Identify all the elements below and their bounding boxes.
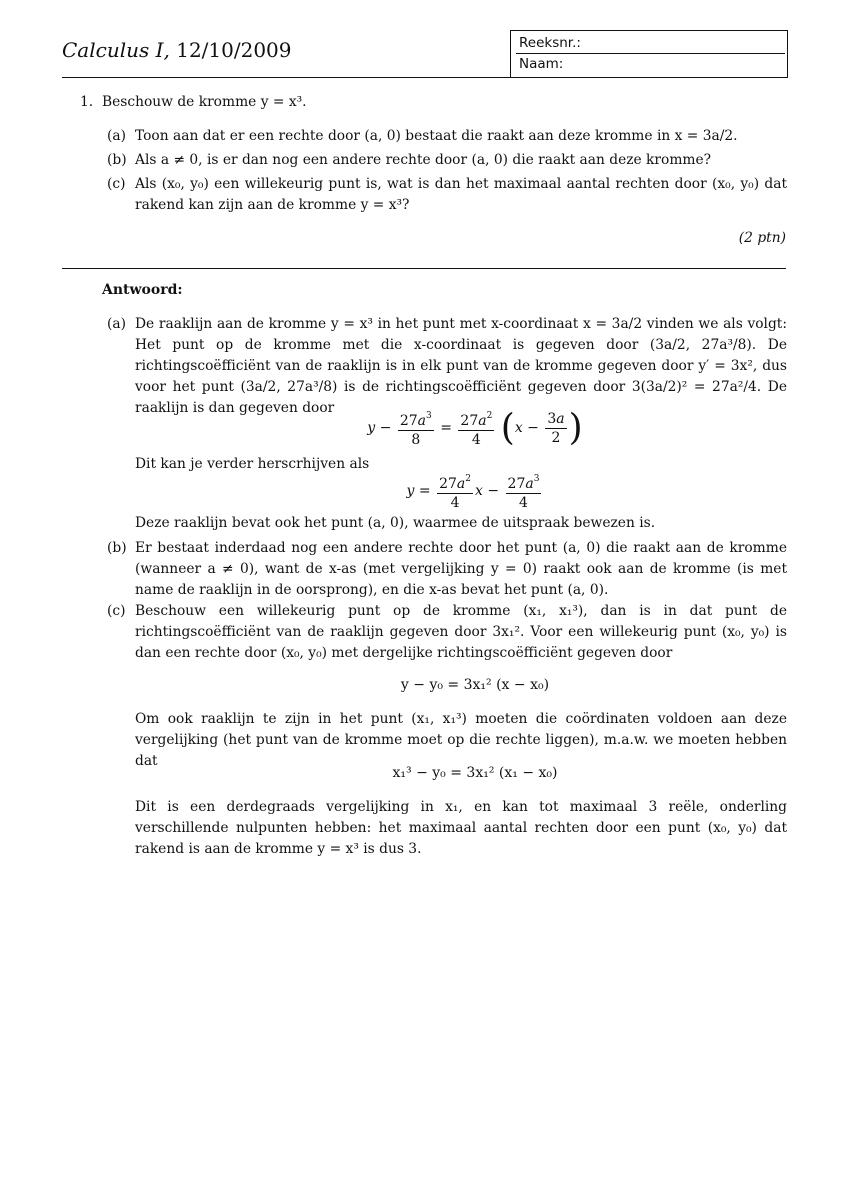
tangent-equation: y − $\frac{27a^3}{8}$ = $\frac{27a^2}{4}$ (x − $\frac{3a}{2}$ ) (367, 407, 583, 449)
part-label: (b) (107, 152, 127, 168)
question-intro (80, 92, 307, 113)
name-field: Naam: (519, 56, 564, 72)
part-text: Als (x₀, y₀) een willekeurig punt is, wat is dan het maximaal aantal rechten door (x₀, y₀) dat rakend kan zijn aan de kromme y = x³? (135, 176, 787, 213)
info-divider (516, 53, 785, 54)
answer-heading: Antwoord: (102, 282, 183, 298)
cubic-equation: x₁³ − y₀ = 3x₁² (x₁ − x₀) (392, 765, 558, 781)
line-equation: y − y₀ = 3x₁² (x − x₀) (400, 677, 550, 693)
points-label: (2 ptn) (738, 230, 786, 246)
question-number: 1. (80, 94, 94, 110)
header-rule (62, 77, 786, 78)
answer-paragraph: Dit is een derdegraads vergelijking in x₁, en kan tot maximaal 3 reële, onderling verschillende nulpunten hebben: het maximaal aantal rechten door een punt (x₀, y₀) dat rakend is aan de kromme y = x³ is dus 3. (135, 799, 787, 857)
series-number-field: Reeksnr.: (519, 35, 581, 51)
exam-date: 12/10/2009 (169, 38, 292, 62)
answer-paragraph: Dit kan je verder herscrhijven als (135, 456, 370, 472)
part-label: (c) (107, 176, 126, 192)
answer-paragraph: Er bestaat inderdaad nog een andere rechte door het punt (a, 0) die raakt aan de kromme (wanneer a ≠ 0), want de x-as (met vergelijking y = 0) raakt ook aan de kromme (is met name de raaklijn in de oorsprong), en die x-as bevat het punt (a, 0). (135, 540, 787, 598)
answer-paragraph: Beschouw een willekeurig punt op de kromme (x₁, x₁³), dan is in dat punt de richtingscoëfficiënt van de raaklijn gegeven door 3x₁². Voor een willekeurig punt (x₀, y₀) is dan een rechte door (x₀, y₀) met dergelijke richtingscoëfficiënt gegeven door (135, 603, 787, 661)
answer-paragraph: Om ook raaklijn te zijn in het punt (x₁, x₁³) moeten die coördinaten voldoen aan deze vergelijking (het punt van de kromme moet op die rechte liggen), m.a.w. we moeten hebben dat (135, 711, 787, 769)
part-label: (a) (107, 128, 126, 144)
answer-paragraph: Deze raaklijn bevat ook het punt (a, 0), waarmee de uitspraak bewezen is. (135, 515, 656, 531)
part-text: Toon aan dat er een rechte door (a, 0) bestaat die raakt aan deze kromme in x = 3a/2. (135, 128, 738, 144)
part-text: Als a ≠ 0, is er dan nog een andere rechte door (a, 0) die raakt aan deze kromme? (135, 152, 712, 168)
student-info-box (510, 30, 788, 78)
question-intro-text: Beschouw de kromme y = x³. (101, 94, 307, 110)
course-name: Calculus I, (62, 38, 170, 62)
part-label: (a) (107, 316, 126, 332)
section-divider (62, 268, 786, 269)
part-label: (b) (107, 540, 127, 556)
exam-title (62, 38, 292, 62)
part-label: (c) (107, 603, 126, 619)
answer-paragraph: De raaklijn aan de kromme y = x³ in het punt met x-coordinaat x = 3a/2 vinden we als volgt: Het punt op de kromme met die x-coordinaat is gegeven door (3a/2, 27a³/8). De richtingscoëfficiënt van de raaklijn is in elk punt van de kromme gegeven door y′ = 3x², dus voor het punt (3a/2, 27a³/8) is de richtingscoëfficiënt gegeven door 3(3a/2)² = 27a²/4. De raaklijn is dan gegeven door (135, 316, 787, 416)
tangent-equation-rewritten: y = $\frac{27a^2}{4}$ x − $\frac{27a^3}{4}$ (107, 470, 815, 512)
